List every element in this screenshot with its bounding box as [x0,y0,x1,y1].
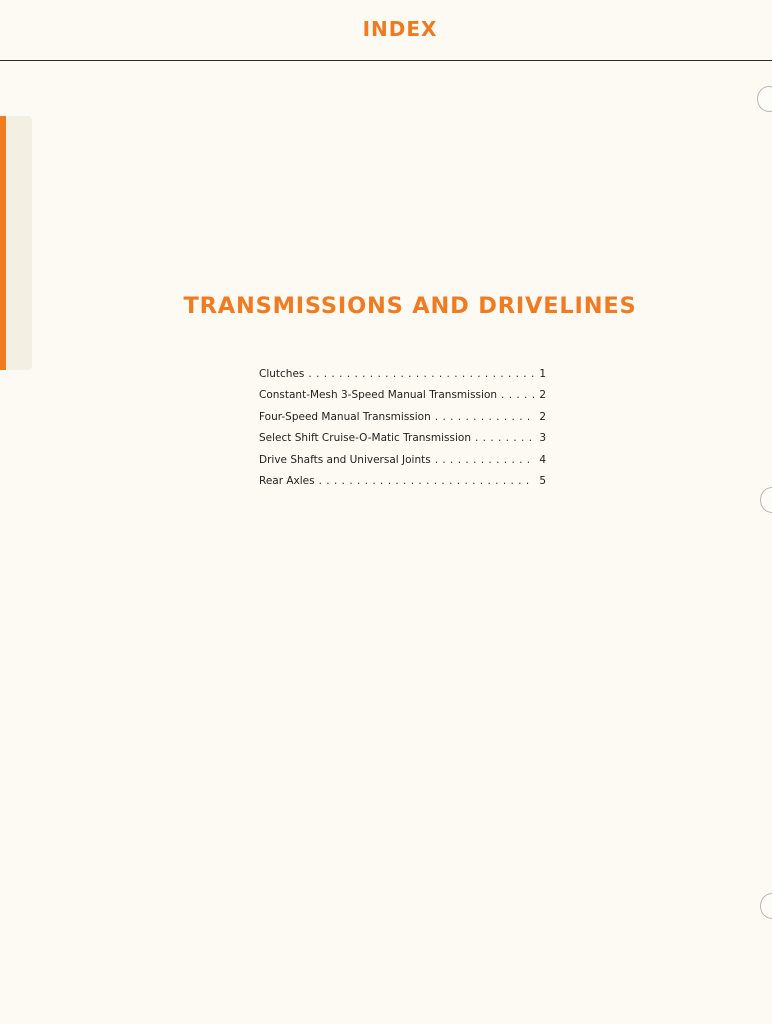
toc-entry[interactable] [259,411,546,432]
toc-entry-label: Drive Shafts and Universal Joints [259,453,431,466]
toc-dot-leader [501,389,534,401]
binder-hole-top [757,86,772,112]
binder-hole-middle [760,487,772,513]
toc-dot-leader [308,368,534,380]
toc-entry[interactable] [259,368,546,389]
toc-entry[interactable] [259,389,546,410]
toc-dot-leader [435,411,534,423]
toc-entry-label: Clutches [259,368,305,380]
section-title: TRANSMISSIONS AND DRIVELINES [183,293,637,319]
page-header-title: INDEX [362,17,438,41]
toc-entry-label: Four-Speed Manual Transmission [259,410,431,423]
toc-entry-label: Select Shift Cruise-O-Matic Transmission [259,432,471,445]
toc-entry-page: 5 [539,474,546,487]
toc-entry-page: 4 [539,453,546,466]
table-of-contents [259,368,546,496]
toc-entry[interactable] [259,432,546,453]
toc-entry-page: 3 [539,432,546,445]
toc-dot-leader [435,454,534,466]
toc-entry-page: 2 [539,410,546,423]
toc-entry-label: Constant-Mesh 3-Speed Manual Transmission [259,389,498,402]
binder-hole-bottom [760,893,772,919]
toc-entry-page: 2 [539,389,546,402]
toc-entry[interactable] [259,475,546,496]
toc-entry-label: Rear Axles [259,474,315,487]
toc-dot-leader [319,475,534,487]
header-divider [0,60,772,61]
section-edge-tab-shadow [6,116,32,370]
toc-entry[interactable] [259,454,546,475]
toc-dot-leader [475,432,534,444]
toc-entry-page: 1 [539,368,546,380]
